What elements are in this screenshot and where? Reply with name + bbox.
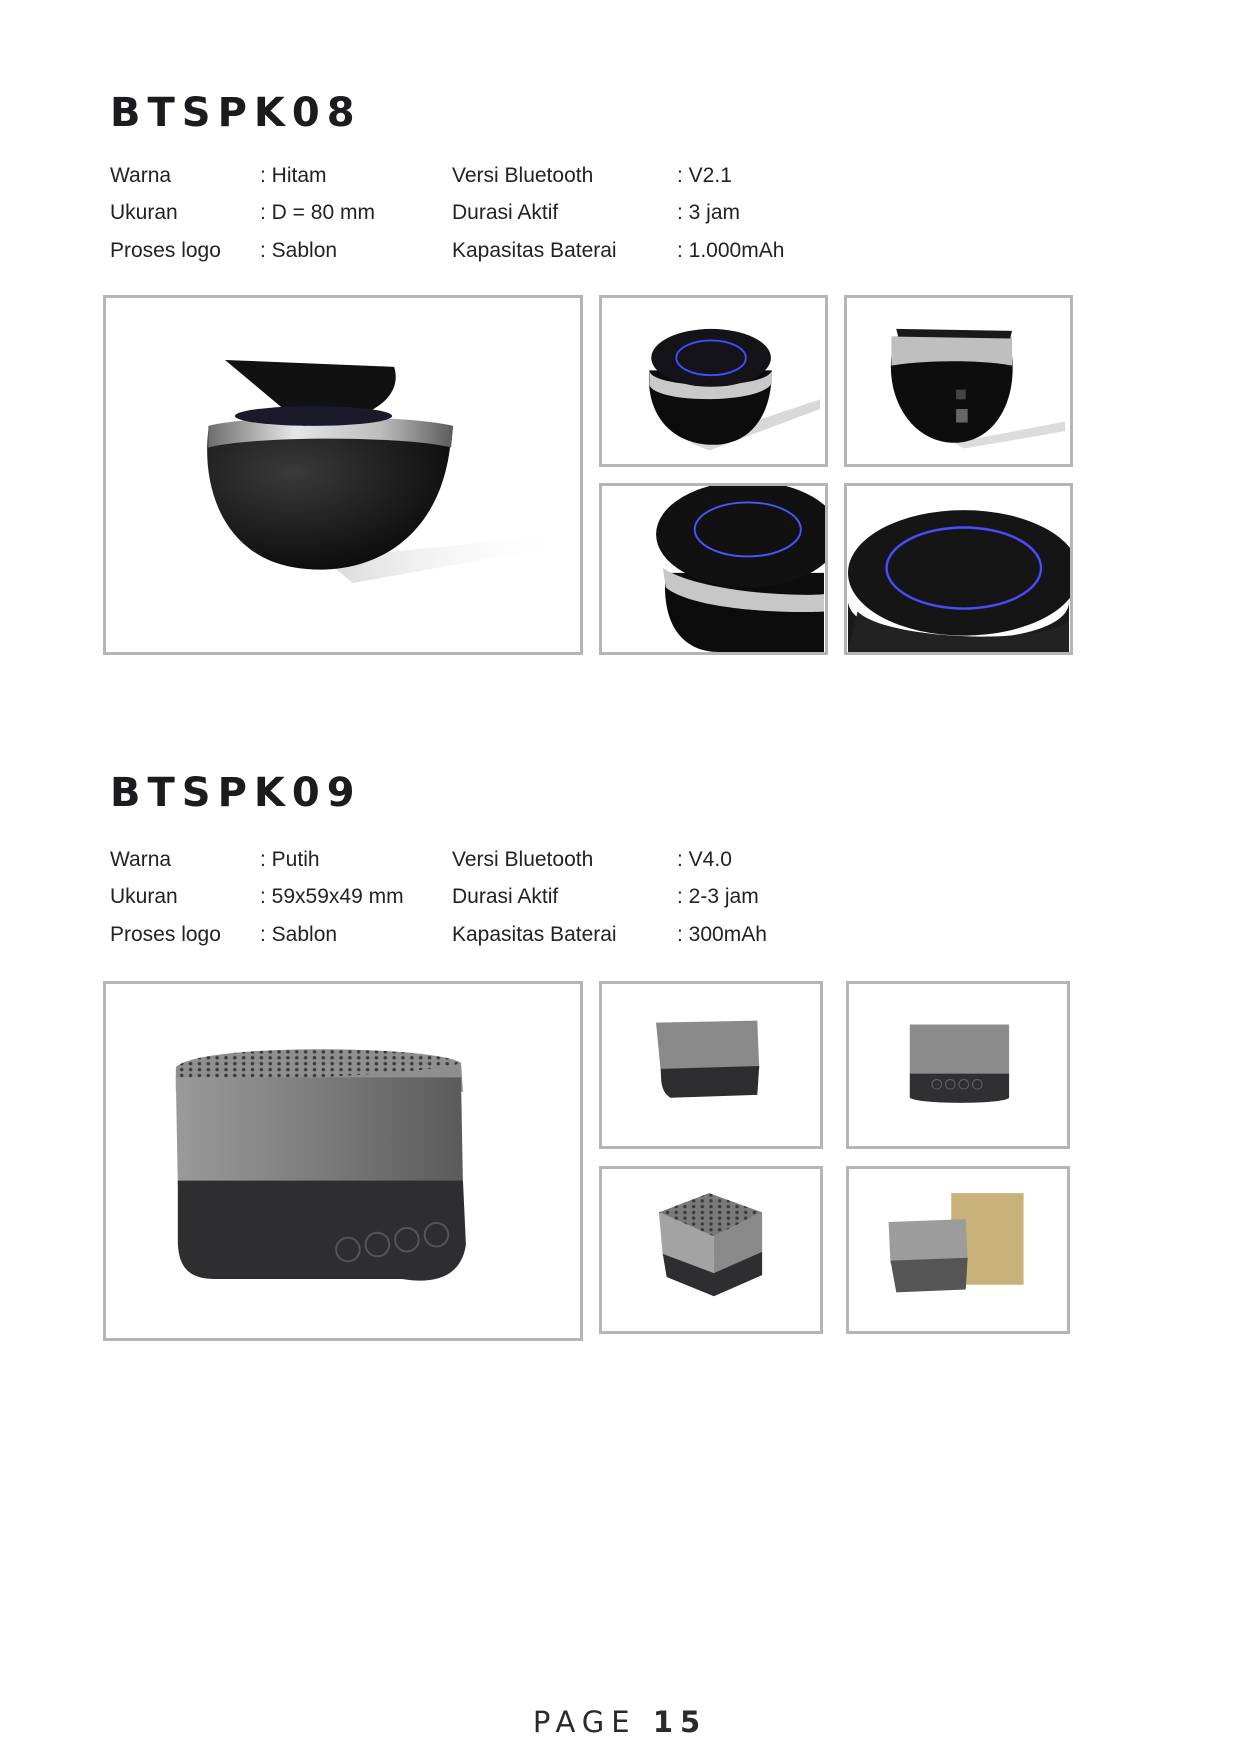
spec-value: : V2.1 bbox=[677, 164, 732, 187]
bowl-speaker-image bbox=[106, 298, 580, 652]
spec-value: : Sablon bbox=[260, 239, 338, 262]
cube-speaker-top-grille-image bbox=[602, 1169, 820, 1331]
spec-label: Durasi Aktif bbox=[452, 885, 559, 908]
page-number-footer bbox=[0, 1705, 1240, 1739]
page-word: PAGE bbox=[532, 1705, 637, 1739]
spec-value: : Sablon bbox=[260, 923, 338, 946]
spec-value: : Putih bbox=[260, 848, 320, 871]
spec-label: Kapasitas Baterai bbox=[452, 239, 617, 262]
product-image-thumb bbox=[846, 1166, 1070, 1334]
spec-label: Versi Bluetooth bbox=[452, 164, 594, 187]
spec-label: Ukuran bbox=[110, 201, 178, 224]
product-title: BTSPK09 bbox=[110, 770, 362, 816]
product-image-thumb bbox=[599, 1166, 823, 1334]
spec-value: : 1.000mAh bbox=[677, 239, 785, 262]
spec-value: : V4.0 bbox=[677, 848, 732, 871]
product-image-thumb bbox=[844, 295, 1073, 467]
spec-label: Versi Bluetooth bbox=[452, 848, 594, 871]
spec-label: Warna bbox=[110, 848, 172, 871]
spec-value: : Hitam bbox=[260, 164, 327, 187]
cube-speaker-image bbox=[106, 984, 580, 1338]
product-image-thumb bbox=[599, 981, 823, 1149]
spec-label: Proses logo bbox=[110, 239, 221, 262]
spec-label: Kapasitas Baterai bbox=[452, 923, 617, 946]
product-image-thumb bbox=[844, 483, 1073, 655]
product-image-main bbox=[103, 295, 583, 655]
product-image-thumb bbox=[599, 483, 828, 655]
bowl-speaker-top-lit-image bbox=[602, 298, 825, 464]
spec-value: : 59x59x49 mm bbox=[260, 885, 404, 908]
bowl-speaker-back-image bbox=[847, 298, 1070, 464]
spec-value: : D = 80 mm bbox=[260, 201, 375, 224]
spec-label: Ukuran bbox=[110, 885, 178, 908]
cube-speaker-front-image bbox=[849, 984, 1067, 1146]
cube-speaker-with-box-image bbox=[849, 1169, 1067, 1331]
bowl-speaker-closeup-top-image bbox=[847, 486, 1070, 652]
product-title: BTSPK08 bbox=[110, 90, 362, 136]
spec-label: Durasi Aktif bbox=[452, 201, 559, 224]
spec-label: Warna bbox=[110, 164, 172, 187]
product-image-thumb bbox=[599, 295, 828, 467]
page-number: 15 bbox=[652, 1705, 708, 1739]
product-image-thumb bbox=[846, 981, 1070, 1149]
bowl-speaker-closeup-side-image bbox=[602, 486, 825, 652]
spec-value: : 300mAh bbox=[677, 923, 767, 946]
product-image-main bbox=[103, 981, 583, 1341]
cube-speaker-angle-image bbox=[602, 984, 820, 1146]
spec-value: : 3 jam bbox=[677, 201, 741, 224]
spec-value: : 2-3 jam bbox=[677, 885, 759, 908]
spec-label: Proses logo bbox=[110, 923, 221, 946]
